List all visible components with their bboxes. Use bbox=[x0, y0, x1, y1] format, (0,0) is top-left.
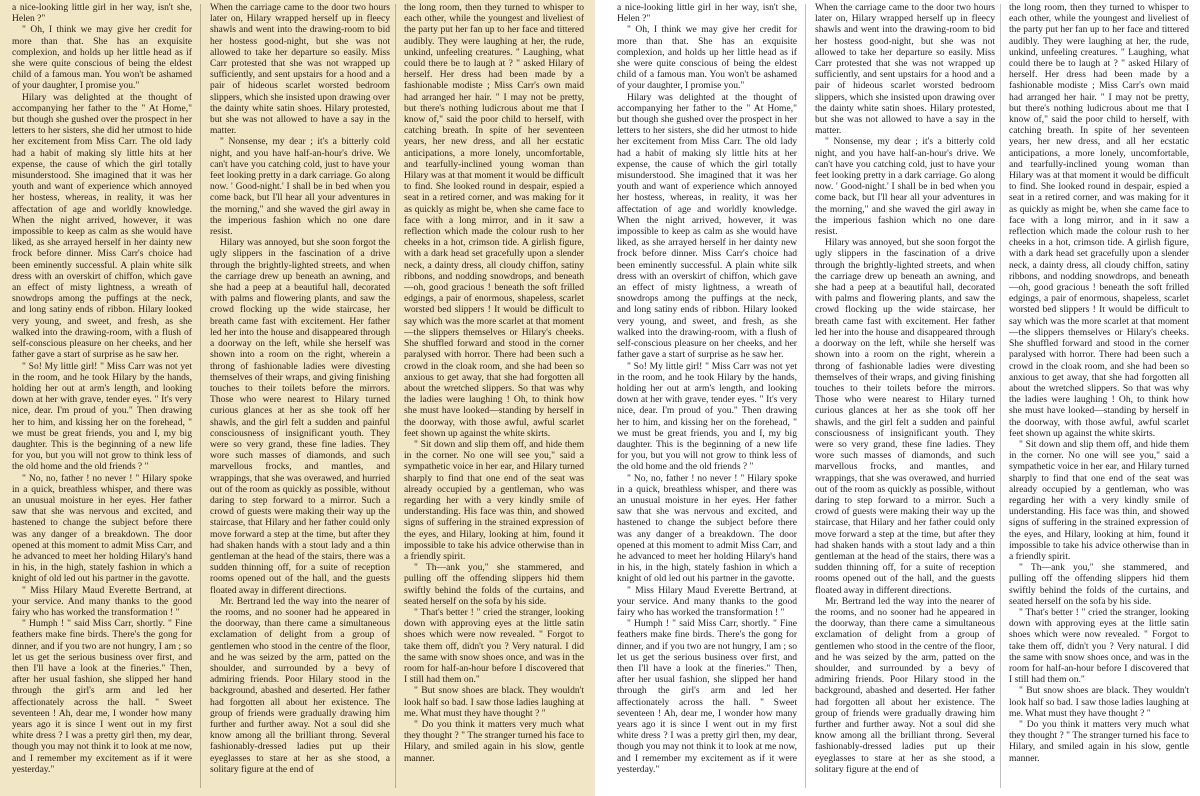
paragraph: a nice-looking little girl in her way, isn't she, Helen ?" bbox=[12, 2, 192, 25]
right-page-column-1 bbox=[617, 2, 797, 794]
paragraph: " No, no, father ! no never ! " Hilary spoke in a quick, breathless whisper, and there was an unusual moisture in her eyes. Her father saw that she was nervous and excited, and hastened to change the subject before there was any danger of a breakdown. The door opened at this moment to admit Miss Carr, and he advanced to meet her holding Hilary's hand in his, in the high, stately fashion in which a knight of old led out his partner in the gavotte. bbox=[617, 472, 797, 585]
paragraph: " Do you think it matters very much what they thought ? " The stranger turned his face to Hilary, and smiled again in his slow, gentle manner. bbox=[404, 719, 584, 764]
paragraph: " Sit down and slip them off, and hide them in the corner. No one will see you," said a sympathetic voice in her ear, and Hilary turned sharply to find that one end of the seat was already occupied by a gentleman, who was regarding her with a very kindly smile of understanding. His face was thin, and showed signs of suffering in the strained expression of the eyes, and Hilary, looking at him, found it impossible to take his advice otherwise than in a friendly spirit. bbox=[1009, 438, 1189, 562]
paragraph: " That's better ! " cried the stranger, looking down with approving eyes at the little satin shoes which were now revealed. " Forgot to take them off, didn't you ? Very natural. I did the same with snow shoes once, and was in the room for half-an-hour before I discovered that I still had them on." bbox=[1009, 606, 1189, 686]
paragraph: " That's better ! " cried the stranger, looking down with approving eyes at the little satin shoes which were now revealed. " Forgot to take them off, didn't you ? Very natural. I did the same with snow shoes once, and was in the room for half-an-hour before I discovered that I still had them on." bbox=[404, 606, 584, 686]
paragraph: a nice-looking little girl in her way, isn't she, Helen ?" bbox=[617, 2, 797, 25]
paragraph: " Miss Hilary Maud Everette Bertrand, at your service. And many thanks to the good fairy who has worked the transformation ! " bbox=[617, 584, 797, 618]
paragraph: " Nonsense, my dear ; it's a bitterly cold night, and you have half-an-hour's drive. We can't have you catching cold, just to have your feet looking pretty in a dark carriage. Go along now. ' Good-night.' I shall be in bed when you come back, but I'll hear all your adventures in the morning," and she waved the girl away in the imperious fashion which no one dare resist. bbox=[815, 136, 995, 238]
column-divider bbox=[1000, 4, 1001, 788]
paragraph: " Humph ! " said Miss Carr, shortly. " Fine feathers make fine birds. There's the gong for dinner, and if you two are not hungry, I am ; so let us get the serious business over first, and then I'll have a look at the fineries." Then, after her usual fashion, she slipped her hand through the girl's arm and led her affectionately across the hall. " Sweet seventeen ! Ah, dear me, I wonder how many years ago it is since I went out in my first white dress ? I was a pretty girl then, my dear, though you may not think it to look at me now, and I remember my excitement as if it were yesterday." bbox=[617, 618, 797, 775]
paragraph: Hilary was delighted at the thought of accompanying her father to the " At Home," but though she gushed over the prospect in her letters to her sisters, she did her utmost to hide her excitement from Miss Carr. The old lady had a habit of making sly little hits at her expense, the cause of which the girl totally misunderstood. She imagined that it was her youth and want of experience which annoyed her hostess, whereas, in reality, it was her affectation of age and worldly knowledge. When the night arrived, however, it was impossible to keep as calm as she would have liked, as she arrayed herself in her dainty new frock before dinner. Miss Carr's choice had been eminently successful. A plain white silk dress with an overskirt of chiffon, which gave an effect of misty lightness, a wreath of snowdrops among the puffings at the neck, and long satiny ends of ribbon. Hilary looked very young, and sweet, and fresh, as she walked into the drawing-room, with a flush of self-conscious pleasure on her cheeks, and her father gave a start of surprise as he saw her. bbox=[617, 91, 797, 361]
paragraph: " So! My little girl! " Miss Carr was not yet in the room, and he took Hilary by the hands, holding her out at arm's length, and looking down at her with grave, tender eyes. " It's very nice, dear. I'm proud of you." Then drawing her to him, and kissing her on the forehead, " we must be great friends, you and I, my big daughter. This is the beginning of a new life for you, but you will not grow to think less of the old home and the old friends ? " bbox=[12, 360, 192, 473]
paragraph: Mr. Bertrand led the way into the nearer of the rooms, and no sooner had he appeared in the doorway, than there came a simultaneous exclamation of delight from a group of gentlemen who stood in the centre of the floor, and he was seized by the arm, patted on the shoulder, and surrounded by a bevy of admiring friends. Poor Hilary stood in the background, abashed and deserted. Her father had forgotten all about her existence. The group of friends were gradually drawing him further and further away. Not a soul did she know among all the brilliant throng. Several fashionably-dressed ladies put up their eyeglasses to stare at her as she stood, a solitary figure at the end of bbox=[210, 595, 390, 775]
paragraph: " Miss Hilary Maud Everette Bertrand, at your service. And many thanks to the good fairy who has worked the transformation ! " bbox=[12, 584, 192, 618]
paragraph: " No, no, father ! no never ! " Hilary spoke in a quick, breathless whisper, and there was an unusual moisture in her eyes. Her father saw that she was nervous and excited, and hastened to change the subject before there was any danger of a breakdown. The door opened at this moment to admit Miss Carr, and he advanced to meet her holding Hilary's hand in his, in the high, stately fashion in which a knight of old led out his partner in the gavotte. bbox=[12, 472, 192, 585]
paragraph: the long room, then they turned to whisper to each other, while the youngest and liveliest of the party put her fan up to her face and tittered audibly. They were laughing at her, the rude, unkind, unfeeling creatures. " Laughing, what could there be to laugh at ? " asked Hilary of herself. Her dress had been made by a fashionable modiste ; Miss Carr's own maid had arranged her hair. " I may not be pretty, but there's nothing ludicrous about me that I know of," said the poor child to herself, with catching breath. In spite of her seventeen years, her new dress, and all her ecstatic anticipations, a more lonely, uncomfortable, and tearfully-inclined young woman than Hilary was at that moment it would be difficult to find. She looked round in despair, espied a seat in a retired corner, and was making for it as quickly as might be, when she came face to face with a long mirror, and in it saw a reflection which made the colour rush to her cheeks in a hot, crimson tide. A girlish figure, with a dark head set gracefully upon a slender neck, a dainty dress, all cloudy chiffon, satiny ribbons, and nodding snowdrops, and beneath—oh, good gracious ! beneath the soft frilled edgings, a pair of enormous, shapeless, scarlet worsted bed slippers ! It would be difficult to say which was the more scarlet at that moment—the slippers themselves or Hilary's cheeks. She shuffled forward and stood in the corner paralysed with horror. There had been such a crowd in the cloak room, and she had been so anxious to get away, that she had forgotten all about the wretched slippers. So that was why the ladies were laughing ! Oh, to think how she must have looked—standing by herself in the doorway, with those awful, awful scarlet feet shown up against the white skirts. bbox=[1009, 2, 1189, 439]
paragraph: " Humph ! " said Miss Carr, shortly. " Fine feathers make fine birds. There's the gong for dinner, and if you two are not hungry, I am ; so let us get the serious business over first, and then I'll have a look at the fineries." Then, after her usual fashion, she slipped her hand through the girl's arm and led her affectionately across the hall. " Sweet seventeen ! Ah, dear me, I wonder how many years ago it is since I went out in my first white dress ? I was a pretty girl then, my dear, though you may not think it to look at me now, and I remember my excitement as if it were yesterday." bbox=[12, 618, 192, 775]
right-page-scan bbox=[605, 0, 1200, 796]
paragraph: Hilary was delighted at the thought of accompanying her father to the " At Home," but though she gushed over the prospect in her letters to her sisters, she did her utmost to hide her excitement from Miss Carr. The old lady had a habit of making sly little hits at her expense, the cause of which the girl totally misunderstood. She imagined that it was her youth and want of experience which annoyed her hostess, whereas, in reality, it was her affectation of age and worldly knowledge. When the night arrived, however, it was impossible to keep as calm as she would have liked, as she arrayed herself in her dainty new frock before dinner. Miss Carr's choice had been eminently successful. A plain white silk dress with an overskirt of chiffon, which gave an effect of misty lightness, a wreath of snowdrops among the puffings at the neck, and long satiny ends of ribbon. Hilary looked very young, and sweet, and fresh, as she walked into the drawing-room, with a flush of self-conscious pleasure on her cheeks, and her father gave a start of surprise as he saw her. bbox=[12, 91, 192, 361]
paragraph: " But snow shoes are black. They wouldn't look half so bad. I saw those ladies laughing at me. What must they have thought ? " bbox=[1009, 685, 1189, 719]
right-page-column-2 bbox=[815, 2, 995, 794]
paragraph: " Th—ank you," she stammered, and pulling off the offending slippers hid them swiftly behind the folds of the curtains, and seated herself on the sofa by his side. bbox=[1009, 562, 1189, 607]
paragraph: " Oh, I think we may give her credit for more than that. She has an exquisite complexion, and holds up her little head as if she were quite conscious of being the eldest child of a famous man. You won't be ashamed of your daughter, I promise you." bbox=[12, 24, 192, 92]
paragraph: " But snow shoes are black. They wouldn't look half so bad. I saw those ladies laughing at me. What must they have thought ? " bbox=[404, 685, 584, 719]
paragraph: " Do you think it matters very much what they thought ? " The stranger turned his face to Hilary, and smiled again in his slow, gentle manner. bbox=[1009, 719, 1189, 764]
column-divider bbox=[805, 4, 806, 788]
left-page-column-1 bbox=[12, 2, 192, 794]
paragraph: Hilary was annoyed, but she soon forgot the ugly slippers in the fascination of a drive through the brightly-lighted streets, and when the carriage drew up beneath an awning, and she had a peep at a beautiful hall, decorated with palms and flowering plants, and saw the crowd flocking up the wide staircase, her breath came fast with excitement. Her father led her into the house and disappeared through a doorway on the left, while she herself was shown into a room on the right, wherein a throng of fashionable ladies were divesting themselves of their wraps, and giving finishing touches to their toilets before the mirrors. Those who were nearest to Hilary turned curious glances at her as she took off her shawls, and the girl felt a sudden and painful consciousness of insignificant youth. They were so very grand, these fine ladies. They wore such masses of diamonds, and such marvellous frocks, and mantles, and wrappings, that she was overawed, and hurried out of the room as quickly as possible, without daring to step forward to a mirror. Such a crowd of guests were making their way up the staircase, that Hilary and her father could only move forward a step at the time, but after they had shaken hands with a stout lady and a thin gentleman at the head of the stairs, there was a sudden thinning off, for a suite of reception rooms opened out of the hall, and the guests floated away in different directions. bbox=[815, 237, 995, 596]
right-page-column-3 bbox=[1009, 2, 1189, 794]
left-page-column-3 bbox=[404, 2, 584, 794]
left-page-column-2 bbox=[210, 2, 390, 794]
column-divider bbox=[200, 4, 201, 788]
paragraph: When the carriage came to the door two hours later on, Hilary wrapped herself up in fleecy shawls and went into the drawing-room to bid her hostess good-night, but she was not allowed to take her departure so easily. Miss Carr protested that she was not wrapped up sufficiently, and sent upstairs for a hood and a pair of hideous scarlet worsted bedroom slippers, which she insisted upon drawing over the dainty white satin shoes. Hilary protested, but she was not allowed to have a say in the matter. bbox=[815, 2, 995, 137]
left-page-scan bbox=[0, 0, 595, 796]
paragraph: the long room, then they turned to whisper to each other, while the youngest and liveliest of the party put her fan up to her face and tittered audibly. They were laughing at her, the rude, unkind, unfeeling creatures. " Laughing, what could there be to laugh at ? " asked Hilary of herself. Her dress had been made by a fashionable modiste ; Miss Carr's own maid had arranged her hair. " I may not be pretty, but there's nothing ludicrous about me that I know of," said the poor child to herself, with catching breath. In spite of her seventeen years, her new dress, and all her ecstatic anticipations, a more lonely, uncomfortable, and tearfully-inclined young woman than Hilary was at that moment it would be difficult to find. She looked round in despair, espied a seat in a retired corner, and was making for it as quickly as might be, when she came face to face with a long mirror, and in it saw a reflection which made the colour rush to her cheeks in a hot, crimson tide. A girlish figure, with a dark head set gracefully upon a slender neck, a dainty dress, all cloudy chiffon, satiny ribbons, and nodding snowdrops, and beneath—oh, good gracious ! beneath the soft frilled edgings, a pair of enormous, shapeless, scarlet worsted bed slippers ! It would be difficult to say which was the more scarlet at that moment—the slippers themselves or Hilary's cheeks. She shuffled forward and stood in the corner paralysed with horror. There had been such a crowd in the cloak room, and she had been so anxious to get away, that she had forgotten all about the wretched slippers. So that was why the ladies were laughing ! Oh, to think how she must have looked—standing by herself in the doorway, with those awful, awful scarlet feet shown up against the white skirts. bbox=[404, 2, 584, 439]
paragraph: " Nonsense, my dear ; it's a bitterly cold night, and you have half-an-hour's drive. We can't have you catching cold, just to have your feet looking pretty in a dark carriage. Go along now. ' Good-night.' I shall be in bed when you come back, but I'll hear all your adventures in the morning," and she waved the girl away in the imperious fashion which no one dare resist. bbox=[210, 136, 390, 238]
column-divider bbox=[395, 4, 396, 788]
paragraph: Mr. Bertrand led the way into the nearer of the rooms, and no sooner had he appeared in the doorway, than there came a simultaneous exclamation of delight from a group of gentlemen who stood in the centre of the floor, and he was seized by the arm, patted on the shoulder, and surrounded by a bevy of admiring friends. Poor Hilary stood in the background, abashed and deserted. Her father had forgotten all about her existence. The group of friends were gradually drawing him further and further away. Not a soul did she know among all the brilliant throng. Several fashionably-dressed ladies put up their eyeglasses to stare at her as she stood, a solitary figure at the end of bbox=[815, 595, 995, 775]
paragraph: " Oh, I think we may give her credit for more than that. She has an exquisite complexion, and holds up her little head as if she were quite conscious of being the eldest child of a famous man. You won't be ashamed of your daughter, I promise you." bbox=[617, 24, 797, 92]
paragraph: " Th—ank you," she stammered, and pulling off the offending slippers hid them swiftly behind the folds of the curtains, and seated herself on the sofa by his side. bbox=[404, 562, 584, 607]
page-gutter bbox=[595, 0, 605, 796]
paragraph: " So! My little girl! " Miss Carr was not yet in the room, and he took Hilary by the hands, holding her out at arm's length, and looking down at her with grave, tender eyes. " It's very nice, dear. I'm proud of you." Then drawing her to him, and kissing her on the forehead, " we must be great friends, you and I, my big daughter. This is the beginning of a new life for you, but you will not grow to think less of the old home and the old friends ? " bbox=[617, 360, 797, 473]
paragraph: When the carriage came to the door two hours later on, Hilary wrapped herself up in fleecy shawls and went into the drawing-room to bid her hostess good-night, but she was not allowed to take her departure so easily. Miss Carr protested that she was not wrapped up sufficiently, and sent upstairs for a hood and a pair of hideous scarlet worsted bedroom slippers, which she insisted upon drawing over the dainty white satin shoes. Hilary protested, but she was not allowed to have a say in the matter. bbox=[210, 2, 390, 137]
paragraph: Hilary was annoyed, but she soon forgot the ugly slippers in the fascination of a drive through the brightly-lighted streets, and when the carriage drew up beneath an awning, and she had a peep at a beautiful hall, decorated with palms and flowering plants, and saw the crowd flocking up the wide staircase, her breath came fast with excitement. Her father led her into the house and disappeared through a doorway on the left, while she herself was shown into a room on the right, wherein a throng of fashionable ladies were divesting themselves of their wraps, and giving finishing touches to their toilets before the mirrors. Those who were nearest to Hilary turned curious glances at her as she took off her shawls, and the girl felt a sudden and painful consciousness of insignificant youth. They were so very grand, these fine ladies. They wore such masses of diamonds, and such marvellous frocks, and mantles, and wrappings, that she was overawed, and hurried out of the room as quickly as possible, without daring to step forward to a mirror. Such a crowd of guests were making their way up the staircase, that Hilary and her father could only move forward a step at the time, but after they had shaken hands with a stout lady and a thin gentleman at the head of the stairs, there was a sudden thinning off, for a suite of reception rooms opened out of the hall, and the guests floated away in different directions. bbox=[210, 237, 390, 596]
paragraph: " Sit down and slip them off, and hide them in the corner. No one will see you," said a sympathetic voice in her ear, and Hilary turned sharply to find that one end of the seat was already occupied by a gentleman, who was regarding her with a very kindly smile of understanding. His face was thin, and showed signs of suffering in the strained expression of the eyes, and Hilary, looking at him, found it impossible to take his advice otherwise than in a friendly spirit. bbox=[404, 438, 584, 562]
